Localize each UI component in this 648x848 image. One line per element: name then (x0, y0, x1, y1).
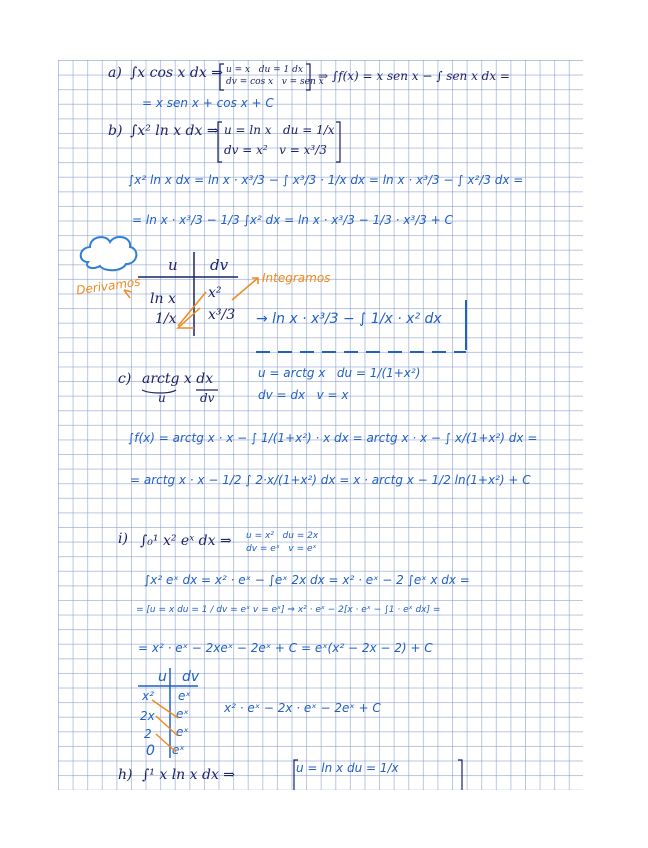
i-table-dv-0: eˣ (178, 689, 191, 703)
a-result: = x sen x + cos x + C (142, 96, 274, 110)
label-c: c) (118, 371, 132, 387)
i-table-dv-2: eˣ (176, 725, 189, 739)
c-dv-tag: dv (200, 391, 215, 405)
a-formula: ⇒ ∫f(x) = x sen x − ∫ sen x dx = (318, 69, 510, 83)
h-substitution: u = ln x du = 1/x (296, 761, 399, 775)
h-bracket-left (294, 760, 298, 790)
a-substitution: u = x du = 1 dx dv = cos x v = sen x (226, 65, 324, 87)
b-table-x2: x² (208, 285, 222, 301)
b-table-x3over3: x³/3 (208, 307, 236, 323)
b-table-1overx: 1/x (155, 311, 177, 327)
i-table-head-dv: dv (182, 669, 200, 685)
orange-arrow-cross (178, 292, 206, 326)
b-table-head-u: u (168, 256, 178, 274)
orange-arrow-diag (178, 308, 200, 328)
i-table-dv-1: eˣ (176, 707, 189, 721)
label-a: a) (108, 65, 122, 81)
i-integral: ∫₀¹ x² eˣ dx ⇒ (140, 533, 232, 549)
b-substitution: u = ln x du = 1/x dv = x² v = x³/3 (224, 123, 335, 157)
label-h: h) (118, 767, 133, 783)
a-integral: ∫x cos x dx ⇒ (130, 65, 223, 81)
orange-arrow-right (232, 278, 258, 300)
label-b: b) (108, 123, 123, 139)
h-bracket-right (458, 760, 462, 790)
i-line2: = [u = x du = 1 / dv = eˣ v = eˣ] ⇒ x² · eˣ − 2[x · eˣ − ∫1 · eˣ dx] = (136, 605, 441, 615)
c-u-tag: u (158, 391, 166, 405)
i-substitution: u = x² du = 2x dv = eˣ v = eˣ (246, 531, 319, 554)
i-table-u-2: 2 (144, 727, 152, 741)
b-bracket-left (218, 122, 222, 162)
c-line1: ∫f(x) = arctg x · x − ∫ 1/(1+x²) · x dx = arctg x · x − ∫ x/(1+x²) dx = (128, 431, 538, 445)
a-bracket-left (220, 64, 224, 90)
b-table-lnx: ln x (150, 291, 176, 307)
i-orange-arrows (152, 700, 178, 752)
i-line1: ∫x² eˣ dx = x² · eˣ − ∫eˣ 2x dx = x² · eˣ − 2 ∫eˣ x dx = (144, 573, 470, 587)
b-line2: = ln x · x³/3 − 1/3 ∫x² dx = ln x · x³/3 − 1/3 · x³/3 + C (132, 213, 453, 227)
c-integrand: arctg x dx (142, 371, 214, 387)
cloud-doodle (81, 237, 137, 270)
label-i: i) (118, 531, 128, 547)
i-table-head-u: u (158, 669, 167, 685)
orange-arrow-left (124, 290, 132, 298)
i-table-u-3: 0 (146, 743, 155, 759)
c-line2: = arctg x · x − 1/2 ∫ 2·x/(1+x²) dx = x · arctg x − 1/2 ln(1+x²) + C (130, 473, 531, 487)
b-line1: ∫x² ln x dx = ln x · x³/3 − ∫ x³/3 · 1/x dx = ln x · x³/3 − ∫ x²/3 dx = (128, 173, 524, 187)
h-integral: ∫¹ x ln x dx ⇒ (142, 767, 236, 783)
c-u-underline (142, 390, 176, 393)
integramos-note: Integramos (262, 271, 331, 285)
b-integral: ∫x² ln x dx ⇒ (130, 123, 219, 139)
c-substitution: u = arctg x du = 1/(1+x²) dv = dx v = x (258, 366, 421, 402)
i-table-result: x² · eˣ − 2x · eˣ − 2eˣ + C (224, 701, 381, 715)
i-table-u-1: 2x (140, 709, 155, 723)
a-bracket-right (306, 64, 310, 90)
i-table-dv-3: eˣ (172, 743, 185, 757)
b-table-head-dv: dv (210, 256, 229, 274)
i-line3: = x² · eˣ − 2xeˣ − 2eˣ + C = eˣ(x² − 2x − 2) + C (138, 641, 433, 655)
derivamos-note: Derivamos (75, 274, 142, 298)
i-table-u-0: x² (142, 689, 154, 703)
b-boxed-expression: → ln x · x³/3 − ∫ 1/x · x² dx (256, 311, 442, 327)
b-bracket-right (336, 122, 340, 162)
